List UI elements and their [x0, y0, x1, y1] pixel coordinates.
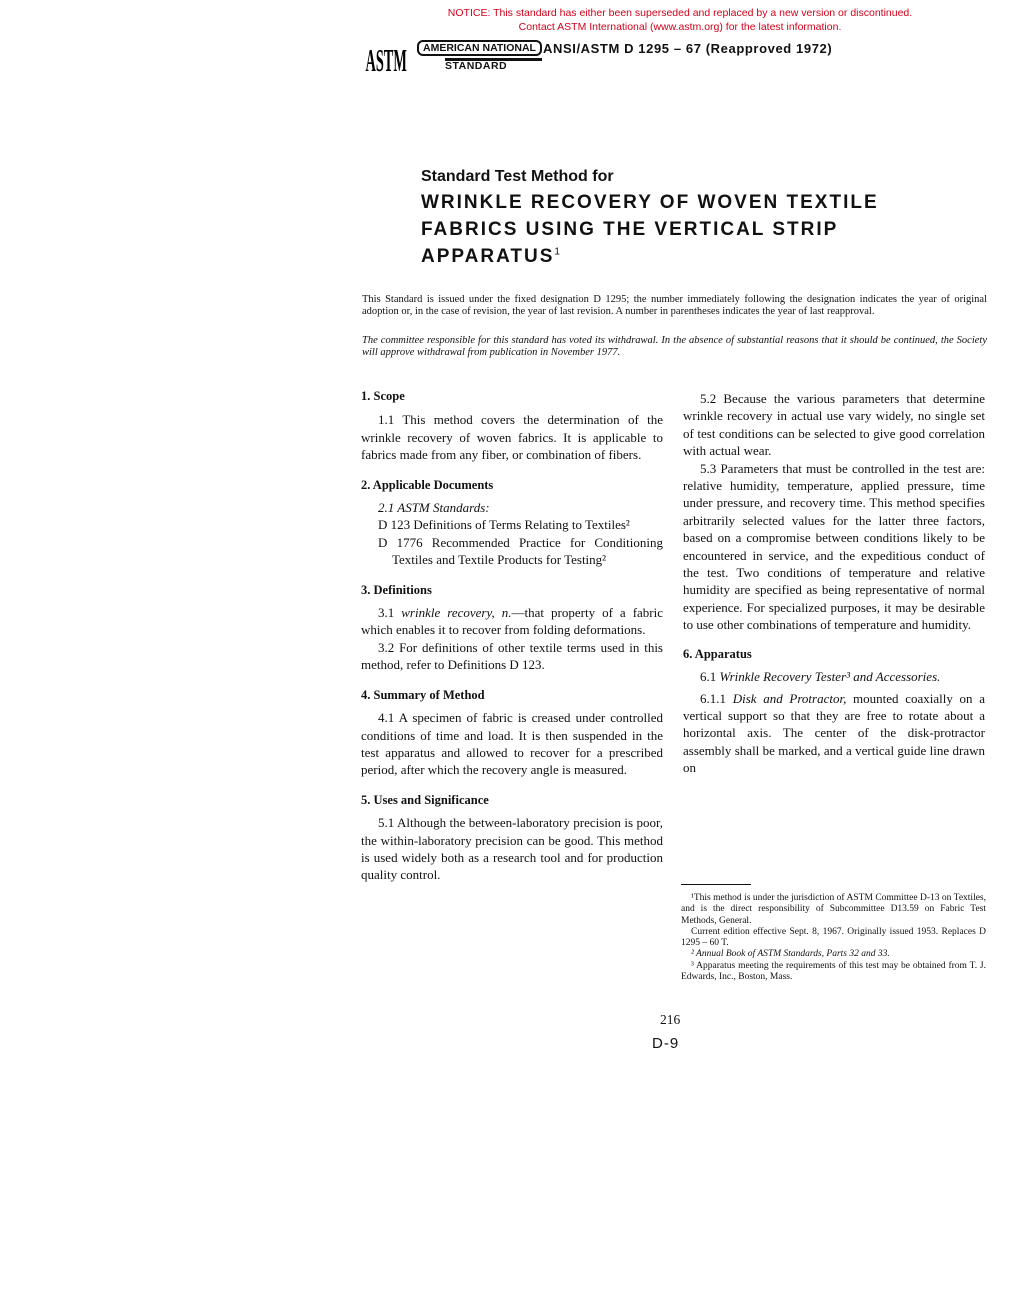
section-2-1	[361, 499, 663, 516]
notice-line-2: Contact ASTM International (www.astm.org) for the latest information.	[518, 21, 842, 33]
title-footnote-mark: 1	[554, 246, 560, 258]
notice-line-1: NOTICE: This standard has either been superseded and replaced by a new version or discontinued.	[447, 7, 913, 19]
section-2-1-text: 2.1 ASTM Standards:	[378, 500, 490, 516]
section-6-1-text: Wrinkle Recovery Tester³ and Accessories.	[719, 669, 941, 685]
section-1-heading: 1. Scope	[361, 389, 405, 403]
section-5-3: 5.3 Parameters that must be controlled in the test are: relative humidity, temperature, applied pressure, time under pressure, and recovery time. This method specifies arbitrarily selected values for the latter three factors, based on a compromise between conditions likely to be encountered in service, and the expeditious conduct of the test. Two conditions of temperature and relative humidity are specified as being representative of normal experience. For specialized purposes, it may be desirable to use other combinations of temperature and humidity.	[683, 460, 985, 633]
section-3-heading: 3. Definitions	[361, 582, 432, 597]
section-4-heading: 4. Summary of Method	[361, 687, 485, 702]
left-column	[361, 388, 663, 884]
page-code: D-9	[652, 1035, 680, 1052]
section-4-1: 4.1 A specimen of fabric is creased under controlled conditions of time and load. It is then suspended in the test apparatus and allowed to recover for a prescribed period, after which the recovery angle is measured.	[361, 710, 663, 778]
astm-logo-text: ASTM	[365, 44, 407, 74]
reference-d123: D 123 Definitions of Terms Relating to Textiles²	[378, 517, 630, 533]
title-kicker: Standard Test Method for	[421, 168, 614, 185]
section-6-heading: 6. Apparatus	[683, 646, 752, 661]
withdrawal-statement: The committee responsible for this standard has voted its withdrawal. In the absence of substantial reasons that it should be continued, the Society will approve withdrawal from publication in November 1977.	[362, 335, 987, 358]
right-column	[683, 390, 985, 777]
footnote-1: ¹This method is under the jurisdiction of ASTM Committee D-13 on Textiles, and is the direct responsibility of Subcommittee D13.59 on Fabric Test Methods, General.	[681, 893, 986, 926]
ans-badge-line2: STANDARD	[445, 58, 542, 71]
section-3-1	[361, 604, 663, 639]
ans-badge-line1: AMERICAN NATIONAL	[417, 40, 542, 56]
footnote-rule	[681, 884, 751, 885]
section-3-1-term: wrinkle recovery, n.	[401, 605, 512, 621]
footnote-3: ³ Apparatus meeting the requirements of this test may be obtained from T. J. Edwards, Inc., Boston, Mass.	[681, 960, 986, 983]
title-line-3	[421, 246, 560, 268]
section-3-1-text: —that property of a fabric which enables it to recover from folding deformations.	[361, 605, 664, 638]
section-6-1-1-term: Disk and Protractor,	[732, 690, 847, 706]
section-6-1-num: 6.1	[700, 669, 720, 685]
section-5-2: 5.2 Because the various parameters that determine wrinkle recovery in actual use vary widely, no single set of test conditions can be selected to give good correlation with actual wear.	[683, 391, 985, 459]
footnote-2: ² Annual Book of ASTM Standards, Parts 32 and 33.	[691, 949, 890, 960]
issued-statement: This Standard is issued under the fixed designation D 1295; the number immediately following the designation indicates the year of original adoption or, in the case of revision, the year of last revision. A number in parentheses indicates the year of last reapproval.	[362, 294, 987, 317]
section-1-1: 1.1 This method covers the determination of the wrinkle recovery of woven fabrics. It is applicable to fabrics made from any fiber, or combination of fibers.	[361, 412, 663, 463]
section-5-1: 5.1 Although the between-laboratory precision is poor, the within-laboratory precision can be good. This method is used widely both as a research tool and for production quality control.	[361, 815, 663, 883]
section-6-1-1-text: mounted coaxially on a vertical support so that they are free to rotate about a horizontal axis. The center of the disk-protractor assembly shall be marked, and a vertical guide line drawn on	[683, 690, 985, 776]
designation: ANSI/ASTM D 1295 – 67 (Reapproved 1972)	[543, 41, 833, 56]
astm-logo	[365, 34, 415, 74]
title-line-2: FABRICS USING THE VERTICAL STRIP	[421, 219, 839, 240]
footnotes	[681, 893, 986, 983]
section-5-heading: 5. Uses and Significance	[361, 792, 489, 807]
section-6-1-1-num: 6.1.1	[700, 690, 733, 706]
section-6-1-1	[683, 690, 985, 777]
page-number: 216	[660, 1012, 681, 1027]
reference-d1776: D 1776 Recommended Practice for Conditioning Textiles and Textile Products for Testing²	[378, 534, 663, 568]
ans-badge	[417, 40, 542, 71]
section-3-2: 3.2 For definitions of other textile terms used in this method, refer to Definitions D 123.	[361, 639, 663, 673]
section-3-1-num: 3.1	[378, 605, 402, 621]
title-line-1: WRINKLE RECOVERY OF WOVEN TEXTILE	[421, 192, 879, 213]
section-6-1	[683, 668, 985, 685]
section-2-heading: 2. Applicable Documents	[361, 477, 494, 492]
footnote-1-edition: Current edition effective Sept. 8, 1967. Originally issued 1953. Replaces D 1295 – 60 T.	[681, 926, 986, 949]
title-line-3-text: APPARATUS	[421, 246, 555, 267]
